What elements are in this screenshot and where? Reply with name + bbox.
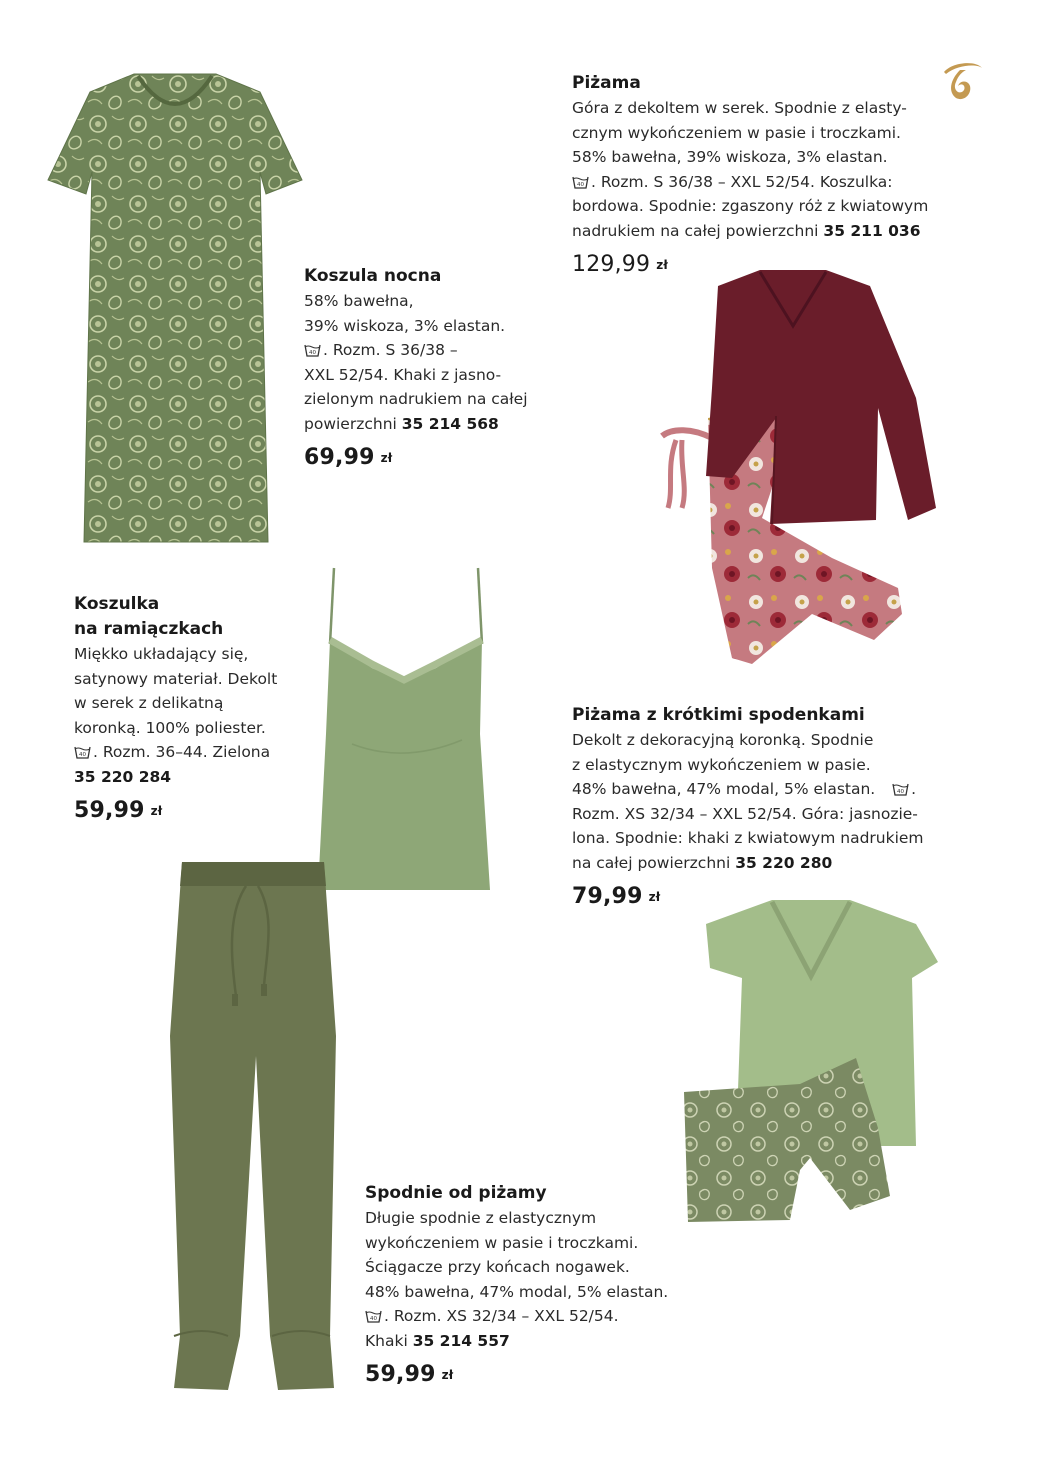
product-title: Spodnie od piżamy [365, 1183, 547, 1203]
description-line: z elastycznym wykończeniem w pasie. [572, 755, 871, 774]
shorts-pajama-image [680, 896, 942, 1228]
nightdress-image [46, 72, 304, 546]
wash-40-icon [892, 783, 909, 796]
pajama-details [572, 71, 928, 278]
description-line: Ściągacze przy końcach nogawek. [365, 1258, 630, 1276]
wash-40-icon [365, 1310, 382, 1323]
trousers-details [365, 1181, 668, 1388]
camisole-image [312, 564, 492, 894]
description-line: 40 . Rozm. S 36/38 – XXL 52/54. Koszulka: [572, 170, 928, 195]
description-line: 48% bawełna, 47% modal, 5% elastan. [365, 1282, 669, 1301]
description-line: powierzchni 35 214 568 [304, 414, 499, 433]
price: 79,99 zł [572, 884, 661, 909]
price: 69,99 zł [304, 445, 393, 470]
article-number: 35 220 284 [74, 767, 172, 786]
description-line: bordowa. Spodnie: zgaszony róż z kwiatowym [572, 197, 929, 215]
svg-text:40: 40 [79, 752, 86, 758]
description-line: 40 . Rozm. 36–44. Zielona [74, 740, 277, 765]
tchibo-logo-icon [938, 58, 986, 102]
wash-40-icon [572, 176, 589, 189]
nightdress-details [304, 264, 528, 471]
article-number: 35 214 557 [412, 1331, 510, 1350]
product-title: Piżama [572, 73, 641, 93]
product-title: Koszulka na ramiączkach [74, 594, 224, 639]
description-line: koronką. 100% poliester. [74, 718, 266, 737]
pajama-image [652, 268, 942, 668]
article-number: 35 211 036 [823, 221, 921, 240]
article-number: 35 220 280 [735, 853, 833, 872]
description-line: 58% bawełna, [304, 292, 414, 310]
description-line: Dekolt z dekoracyjną koronką. Spodnie [572, 731, 874, 749]
description-line: 40 . Rozm. XS 32/34 – XXL 52/54. [365, 1304, 668, 1329]
brand-logo [938, 58, 986, 102]
trousers-image [166, 856, 342, 1392]
description-line: zielonym nadrukiem na całej [304, 390, 528, 408]
description-line: Góra z dekoltem w serek. Spodnie z elasty- [572, 99, 907, 117]
svg-text:40: 40 [577, 181, 584, 188]
wash-40-icon [74, 746, 91, 759]
svg-text:40: 40 [370, 1316, 377, 1322]
description-line: na całej powierzchni 35 220 280 [572, 853, 833, 872]
price: 59,99 zł [365, 1362, 454, 1387]
wash-40-icon [304, 344, 321, 357]
svg-text:40: 40 [309, 350, 316, 356]
svg-text:40: 40 [897, 789, 905, 795]
description-line: Miękko układający się, [74, 645, 249, 663]
product-title: Koszula nocna [304, 266, 442, 286]
description-line: 39% wiskoza, 3% elastan. [304, 316, 506, 335]
description-line: 48% bawełna, 47% modal, 5% elastan. 40 . [572, 780, 917, 798]
description-line: lona. Spodnie: khaki z kwiatowym nadrukiem [572, 829, 924, 847]
article-number: 35 214 568 [401, 414, 499, 433]
product-title: Piżama z krótkimi spodenkami [572, 705, 865, 725]
description-line: Rozm. XS 32/34 – XXL 52/54. Góra: jasnozie- [572, 804, 918, 823]
description-line: nadrukiem na całej powierzchni 35 211 036 [572, 221, 921, 240]
description-line: w serek z delikatną [74, 694, 224, 712]
shorts-pajama-details [572, 703, 924, 910]
price: 129,99 zł [572, 252, 669, 277]
description-line: satynowy materiał. Dekolt [74, 669, 278, 688]
description-line: wykończeniem w pasie i troczkami. [365, 1233, 639, 1252]
description-line: XXL 52/54. Khaki z jasno- [304, 365, 502, 384]
description-line: cznym wykończeniem w pasie i troczkami. [572, 123, 901, 142]
camisole-details [74, 592, 277, 824]
description-line: Długie spodnie z elastycznym [365, 1209, 597, 1227]
description-line: 58% bawełna, 39% wiskoza, 3% elastan. [572, 148, 888, 166]
description-line: 40 . Rozm. S 36/38 – [304, 338, 528, 363]
description-line: Khaki 35 214 557 [365, 1331, 510, 1350]
price: 59,99 zł [74, 798, 163, 823]
